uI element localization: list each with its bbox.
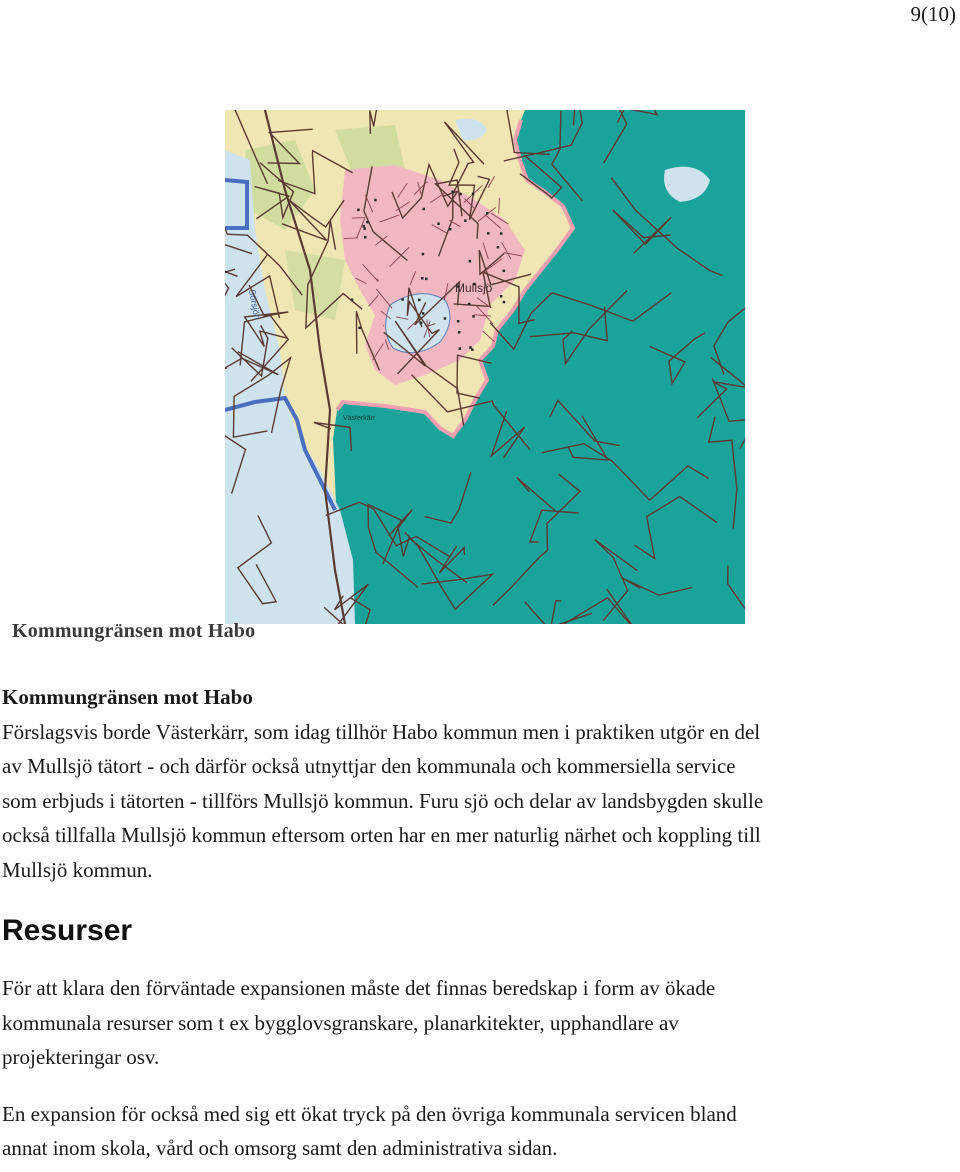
map-building [444, 317, 447, 320]
map-building [472, 193, 475, 196]
municipal-border-map [225, 110, 745, 624]
map-building [451, 191, 454, 194]
map-building [503, 270, 506, 273]
body-line: En expansion för också med sig ett ökat tryck på den övriga kommunala servicen bland [2, 1101, 737, 1126]
map-building [425, 278, 428, 281]
map-building [468, 303, 471, 306]
body-paragraph [2, 971, 952, 1075]
map-caption: Kommungränsen mot Habo [12, 620, 256, 642]
section-resources [2, 971, 952, 1166]
body-line: också tillfalla Mullsjö kommun eftersom orten har en mer naturlig närhet och koppling till [2, 823, 761, 847]
map-building [364, 236, 367, 239]
map-building [401, 298, 404, 301]
section-border-proposal [2, 680, 952, 887]
map-building [418, 299, 421, 302]
map-town-street [383, 326, 384, 327]
body-line: projekteringar osv. [2, 1045, 160, 1069]
page-number: 9(10) [910, 2, 956, 26]
map-building [459, 193, 462, 196]
map-building [472, 315, 475, 318]
map-building [457, 320, 460, 323]
map-building [469, 346, 472, 349]
body-line: kommunala resurser som t ex bygglovsgranskare, planarkitekter, upphandlare av [2, 1010, 679, 1035]
map-label-vasterkarr: Västerkärr [343, 415, 376, 422]
map-graphic [225, 110, 745, 624]
map-building [469, 260, 472, 263]
map-building [497, 246, 500, 249]
map-building [358, 327, 361, 330]
map-town-street [499, 198, 500, 214]
map-building [487, 232, 490, 235]
map-building [363, 227, 366, 230]
map-building [357, 209, 360, 212]
map-building [351, 299, 354, 302]
map-building [374, 199, 377, 202]
map-building [421, 277, 424, 280]
body-line: Förslagsvis borde Västerkärr, som idag tillhör Habo kommun men i praktiken utgör en del [2, 719, 761, 744]
map-label-sorsjon: Sörsjön [247, 288, 263, 321]
body-line: annat inom skola, vård och omsorg samt den administrativa sidan. [2, 1136, 558, 1160]
map-building [500, 232, 503, 235]
section-heading: Kommungränsen mot Habo [2, 685, 253, 709]
map-building [366, 221, 369, 224]
map-building [437, 223, 440, 226]
map-label-mullsjo: Mullsjö [455, 281, 493, 295]
map-building [503, 301, 506, 304]
body-line: av Mullsjö tätort - och därför också utnyttjar den kommunala och kommersiella service [2, 754, 736, 778]
map-building [500, 295, 503, 298]
map-building [422, 253, 425, 256]
map-building [362, 225, 365, 228]
body-line: som erbjuds i tätorten - tillförs Mullsjö kommun. Furu sjö och delar av landsbygden skulle [2, 788, 764, 813]
map-building [422, 312, 425, 315]
map-building [464, 219, 467, 222]
body-paragraph [2, 1097, 952, 1166]
map-building [458, 331, 461, 334]
body-line: För att klara den förväntade expansionen måste det finnas beredskap i form av ökade [2, 976, 716, 1000]
body-paragraph [2, 715, 952, 888]
body-line: Mullsjö kommun. [2, 857, 153, 882]
map-building [486, 212, 489, 215]
map-building [449, 228, 452, 231]
map-building [459, 347, 462, 350]
map-building [420, 322, 423, 325]
map-building [423, 208, 426, 211]
section-heading-resurser: Resurser [2, 914, 133, 947]
